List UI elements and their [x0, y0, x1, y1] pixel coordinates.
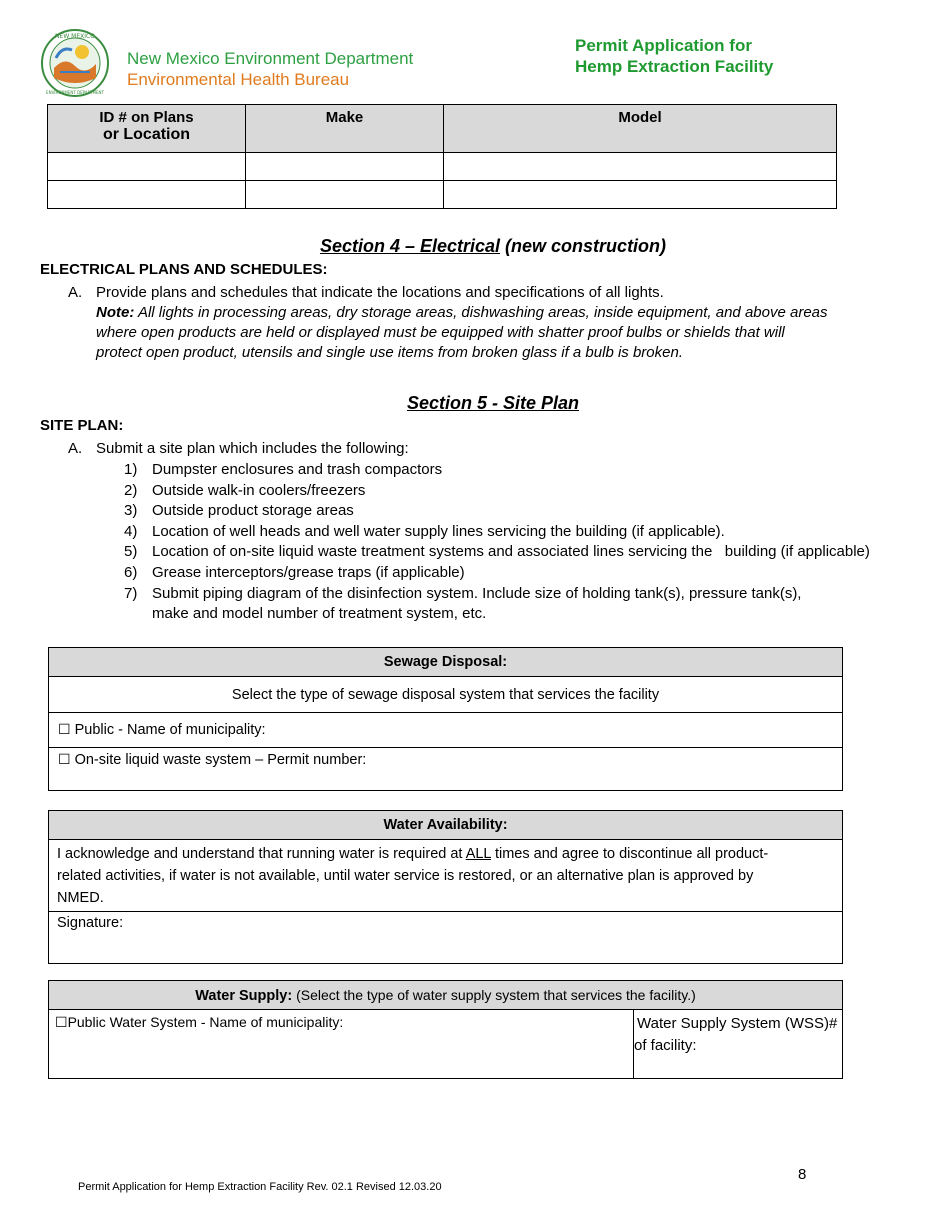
site-plan-item-letter: A. — [68, 440, 83, 457]
signature-field[interactable]: Signature: — [49, 912, 843, 964]
wss-label-line1: Water Supply System (WSS)# — [637, 1015, 838, 1032]
sewage-option-public-label: Public - Name of municipality: — [74, 722, 266, 738]
make-cell[interactable] — [246, 181, 444, 209]
water-availability-statement: I acknowledge and understand that running water is required at ALL times and agree to discontinue all product- related activities, if water is not available, until water service is restored, or an alternative plan is approved by NMED. — [49, 840, 843, 912]
list-item: 7) Submit piping diagram of the disinfection system. Include size of holding tank(s), pressure tank(s), — [124, 584, 802, 602]
checkbox-icon[interactable]: ☐ — [58, 722, 71, 738]
list-item: 4) Location of well heads and well water supply lines servicing the building (if applicable). — [124, 522, 725, 540]
electrical-item — [96, 283, 876, 363]
col-header-id — [48, 105, 246, 153]
wss-label-line2: of facility: — [634, 1037, 697, 1054]
water-supply-header-bold: Water Supply: — [195, 987, 293, 1004]
footer-text: Permit Application for Hemp Extraction Facility Rev. 02.1 Revised 12.03.20 — [78, 1181, 442, 1193]
note-line1: All lights in processing areas, dry storage areas, dishwashing areas, inside equipment, and above areas — [134, 304, 828, 321]
id-cell[interactable] — [48, 181, 246, 209]
wss-number-field[interactable] — [634, 1010, 843, 1079]
list-item: 1) Dumpster enclosures and trash compactors — [124, 461, 443, 478]
list-item: 3) Outside product storage areas — [124, 502, 354, 520]
water-supply-header — [49, 981, 843, 1010]
water-supply-table — [48, 980, 843, 1079]
id-cell[interactable] — [48, 153, 246, 181]
list-item: 2) Outside walk-in coolers/freezers — [124, 481, 366, 499]
document-title-line2: Hemp Extraction Facility — [575, 57, 774, 76]
page-number: 8 — [798, 1166, 807, 1183]
department-name: New Mexico Environment Department — [127, 49, 414, 68]
sewage-disposal-table — [48, 647, 843, 791]
equipment-table — [47, 104, 837, 209]
sewage-option-public[interactable] — [49, 713, 843, 748]
section4-title-main: Section 4 – Electrical — [319, 236, 501, 256]
electrical-item-letter: A. — [68, 284, 83, 301]
site-plan-heading: SITE PLAN: — [40, 417, 124, 434]
water-supply-option-public[interactable] — [49, 1010, 634, 1079]
col-header-id-line1: ID # on Plans — [99, 109, 194, 126]
list-item: 5) Location of on-site liquid waste treatment systems and associated lines servicing the building (if applicable) — [124, 543, 870, 561]
electrical-item-text: Provide plans and schedules that indicate the locations and specifications of all lights. — [96, 284, 664, 301]
list-item: 6) Grease interceptors/grease traps (if applicable) — [124, 563, 465, 581]
svg-text:ENVIRONMENT DEPARTMENT: ENVIRONMENT DEPARTMENT — [46, 90, 104, 95]
document-title — [575, 35, 773, 77]
table-row — [48, 153, 837, 181]
make-cell[interactable] — [246, 153, 444, 181]
document-title-line1: Permit Application for — [575, 36, 752, 55]
note-label: Note: — [96, 304, 135, 321]
water-availability-header: Water Availability: — [49, 811, 843, 840]
note-line3: protect open product, utensils and single use items from broken glass if a bulb is broken. — [96, 344, 683, 361]
model-cell[interactable] — [444, 181, 837, 209]
section5-title: Section 5 - Site Plan — [406, 393, 580, 413]
col-header-id-line2: or Location — [102, 126, 191, 143]
water-availability-table — [48, 810, 843, 964]
water-supply-option-public-label: Public Water System - Name of municipality: — [67, 1014, 344, 1030]
svg-text:NEW MEXICO: NEW MEXICO — [55, 33, 95, 40]
site-plan-list — [124, 460, 924, 625]
checkbox-icon[interactable]: ☐ — [55, 1015, 68, 1031]
section4-title-sub: (new construction) — [500, 236, 667, 256]
sewage-instruction: Select the type of sewage disposal system that services the facility — [49, 677, 843, 713]
sewage-header: Sewage Disposal: — [49, 648, 843, 677]
sewage-option-onsite-label: On-site liquid waste system – Permit number: — [74, 752, 367, 768]
site-plan-item-text: Submit a site plan which includes the following: — [96, 440, 409, 457]
list-item-continuation: make and model number of treatment system, etc. — [152, 605, 487, 623]
bureau-name: Environmental Health Bureau — [127, 70, 350, 89]
model-cell[interactable] — [444, 153, 837, 181]
electrical-heading: ELECTRICAL PLANS AND SCHEDULES: — [40, 261, 328, 278]
sewage-option-onsite[interactable] — [49, 748, 843, 791]
table-row — [48, 181, 837, 209]
col-header-make: Make — [246, 105, 444, 153]
checkbox-icon[interactable]: ☐ — [58, 752, 71, 768]
water-supply-header-rest: (Select the type of water supply system that services the facility.) — [292, 986, 696, 1003]
col-header-model: Model — [444, 105, 837, 153]
nmed-logo — [40, 28, 110, 98]
note-line2: where open products are held or displayed must be equipped with shatter proof bulbs or shields that will — [96, 324, 785, 341]
section4-title — [0, 236, 950, 257]
